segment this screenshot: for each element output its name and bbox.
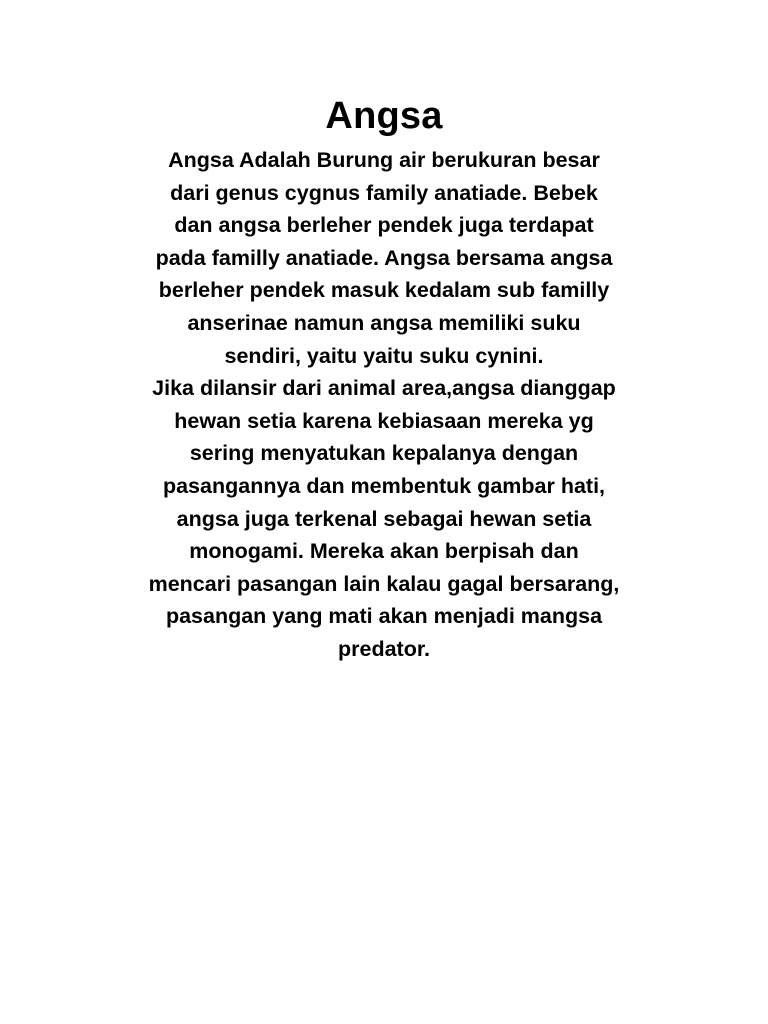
body-line: sering menyatukan kepalanya dengan xyxy=(189,441,579,466)
body-line: Angsa Adalah Burung air berukuran besar xyxy=(168,148,600,172)
body-line: Jika dilansir dari animal area,angsa dianggap xyxy=(152,376,616,401)
body-line: mencari pasangan lain kalau gagal bersarang, xyxy=(148,571,620,596)
document-body xyxy=(100,144,668,666)
body-line: berleher pendek masuk kedalam sub familly xyxy=(158,278,610,303)
body-line: monogami. Mereka akan berpisah dan xyxy=(189,539,579,564)
body-line: pasangannya dan membentuk gambar hati, xyxy=(162,473,606,498)
body-line: hewan setia karena kebiasaan mereka yg xyxy=(174,408,594,433)
body-line: angsa juga terkenal sebagai hewan setia xyxy=(176,506,592,531)
body-line: dan angsa berleher pendek juga terdapat xyxy=(174,213,594,238)
body-line: dari genus cygnus family anatiade. Bebek xyxy=(170,180,598,205)
body-line: anserinae namun angsa memiliki suku xyxy=(187,310,581,335)
document-title: Angsa xyxy=(325,95,443,137)
body-line: pada familly anatiade. Angsa bersama angsa xyxy=(155,245,613,270)
body-line: pasangan yang mati akan menjadi mangsa xyxy=(165,604,603,629)
body-line: sendiri, yaitu yaitu suku cynini. xyxy=(224,343,544,368)
body-line: predator. xyxy=(338,636,430,661)
